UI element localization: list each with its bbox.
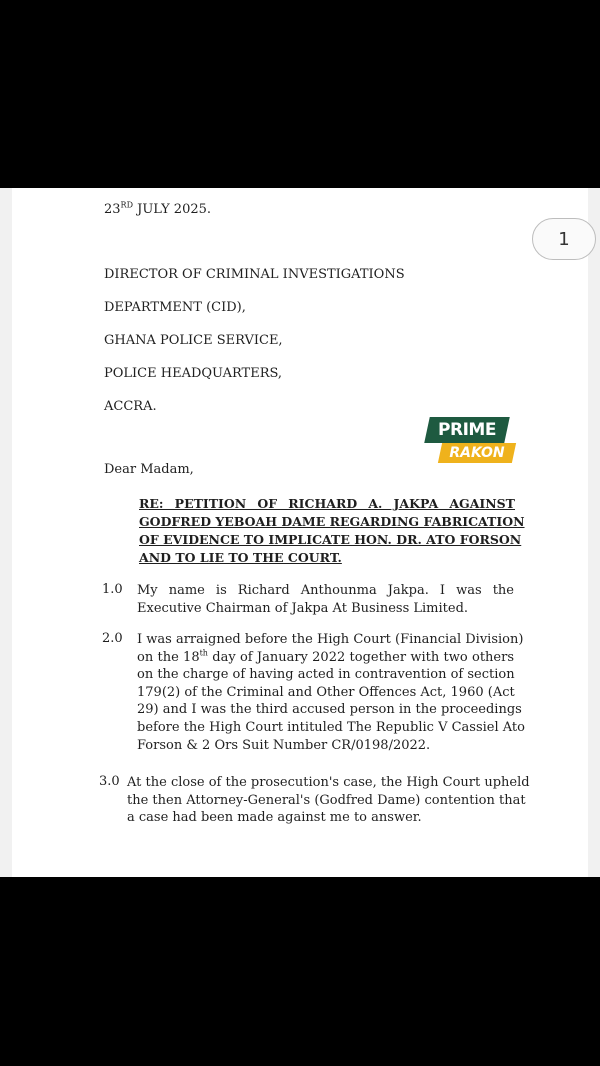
paragraph-number: 1.0 bbox=[102, 582, 123, 597]
paragraph-line: My name is Richard Anthounma Jakpa. I was the bbox=[137, 583, 514, 598]
paragraph-line: 179(2) of the Criminal and Other Offences Act, 1960 (Act bbox=[137, 684, 515, 700]
document-page bbox=[0, 188, 600, 877]
address-line-5: ACCRA. bbox=[104, 399, 157, 414]
page-left-edge bbox=[0, 188, 12, 877]
prime-logo: PRIME bbox=[424, 417, 510, 443]
paragraph-3 bbox=[127, 774, 530, 827]
re-line-1: RE: PETITION OF RICHARD A. JAKPA AGAINST bbox=[139, 496, 515, 511]
paragraph-line: on the charge of having acted in contravention of section bbox=[137, 667, 515, 683]
re-line-3: OF EVIDENCE TO IMPLICATE HON. DR. ATO FORSON bbox=[139, 532, 522, 547]
address-line-2: DEPARTMENT (CID), bbox=[104, 300, 246, 315]
address-line-3: GHANA POLICE SERVICE, bbox=[104, 333, 283, 348]
paragraph-line: the then Attorney-General's (Godfred Dame) contention that bbox=[127, 792, 526, 808]
paragraph-number: 3.0 bbox=[99, 774, 120, 789]
re-line-2: GODFRED YEBOAH DAME REGARDING FABRICATION bbox=[139, 514, 525, 529]
salutation: Dear Madam, bbox=[104, 462, 194, 477]
paragraph-line: a case had been made against me to answer. bbox=[127, 810, 422, 826]
paragraph-line: Forson & 2 Ors Suit Number CR/0198/2022. bbox=[137, 737, 431, 753]
address-line-1: DIRECTOR OF CRIMINAL INVESTIGATIONS bbox=[104, 267, 405, 282]
paragraph-1 bbox=[137, 582, 514, 617]
letter-date: 23RD JULY 2025. bbox=[104, 200, 212, 217]
address-line-4: POLICE HEADQUARTERS, bbox=[104, 366, 283, 381]
rakon-logo: RAKON bbox=[438, 443, 516, 463]
paragraph-line: on the 18th day of January 2022 together with two others bbox=[137, 648, 514, 665]
page-number-indicator[interactable]: 1 bbox=[532, 218, 596, 260]
re-line-4: AND TO LIE TO THE COURT. bbox=[139, 550, 342, 565]
paragraph-line: before the High Court intituled The Republic V Cassiel Ato bbox=[137, 719, 525, 735]
paragraph-line: I was arraigned before the High Court (Financial Division) bbox=[137, 632, 524, 647]
page-right-edge bbox=[588, 188, 600, 877]
paragraph-line: At the close of the prosecution's case, the High Court upheld bbox=[127, 775, 530, 790]
paragraph-2 bbox=[137, 631, 525, 754]
paragraph-line: 29) and I was the third accused person in the proceedings bbox=[137, 702, 522, 718]
paragraph-line: Executive Chairman of Jakpa At Business Limited. bbox=[137, 600, 469, 616]
paragraph-number: 2.0 bbox=[102, 631, 123, 646]
